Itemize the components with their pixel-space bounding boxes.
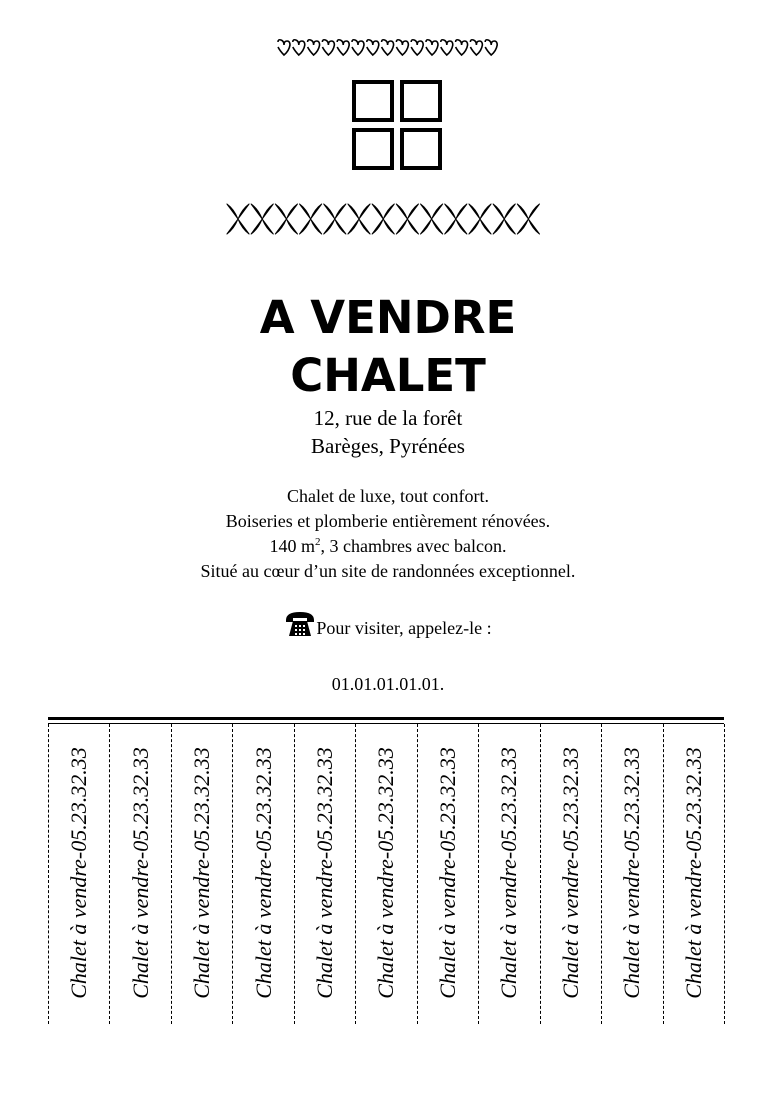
- area-value: 140 m: [269, 536, 316, 556]
- tear-off-tab[interactable]: [356, 724, 417, 1024]
- rooms-text: , 3 chambres avec balcon.: [320, 536, 507, 556]
- phone-number: 01.01.01.01.01.: [331, 674, 445, 694]
- leaf-ornament-icon: [445, 204, 467, 234]
- leaf-ornament-icon: [517, 204, 539, 234]
- telephone-icon: [284, 610, 316, 638]
- heart-ornament-icon: [278, 40, 290, 55]
- tear-off-tab[interactable]: [110, 724, 171, 1024]
- tear-off-tab[interactable]: [172, 724, 233, 1024]
- description-line-2: Boiseries et plomberie entièrement rénovées.: [225, 511, 551, 531]
- leaf-ornament-icon: [469, 204, 491, 234]
- address-town: Barèges, Pyrénées: [311, 434, 465, 458]
- tear-off-tab[interactable]: [295, 724, 356, 1024]
- tear-off-tab[interactable]: [602, 724, 663, 1024]
- leaf-ornament-icon: [300, 204, 322, 234]
- tear-off-tab[interactable]: [541, 724, 602, 1024]
- heart-ornament-icon: [411, 40, 423, 55]
- heart-ornament-icon: [396, 40, 408, 55]
- leaf-ornament-icon: [372, 204, 394, 234]
- thick-divider: [48, 717, 724, 720]
- tear-off-tab-text: Chalet à vendre-05.23.32.33: [189, 747, 215, 999]
- leaf-chain-ornament-icon: [226, 201, 550, 237]
- visit-text: Pour visiter, appelez-le :: [316, 618, 492, 638]
- leaf-ornament-icon: [324, 204, 346, 234]
- leaf-ornament-icon: [493, 204, 515, 234]
- tear-off-tab-text: Chalet à vendre-05.23.32.33: [312, 747, 338, 999]
- heart-ornament-icon: [308, 40, 320, 55]
- window-panes-icon: [352, 80, 442, 170]
- tear-off-tab-text: Chalet à vendre-05.23.32.33: [127, 747, 153, 999]
- description-line-3: [0, 534, 776, 559]
- heart-ornament-icon: [456, 40, 468, 55]
- visit-line: [0, 610, 776, 643]
- tear-off-tab[interactable]: [233, 724, 294, 1024]
- heart-ornament-icon: [367, 40, 379, 55]
- tear-off-tab-text: Chalet à vendre-05.23.32.33: [557, 747, 583, 999]
- tear-off-tab-text: Chalet à vendre-05.23.32.33: [434, 747, 460, 999]
- description-line-1: Chalet de luxe, tout confort.: [287, 486, 489, 506]
- leaf-ornament-icon: [348, 204, 370, 234]
- tear-off-tab[interactable]: [418, 724, 479, 1024]
- tear-off-tab-text: Chalet à vendre-05.23.32.33: [66, 747, 92, 999]
- heart-ornament-icon: [322, 40, 334, 55]
- tear-off-tab-text: Chalet à vendre-05.23.32.33: [250, 747, 276, 999]
- leaf-ornament-icon: [227, 204, 249, 234]
- heart-ornament-icon: [293, 40, 305, 55]
- leaf-ornament-icon: [251, 204, 273, 234]
- tear-off-tab-text: Chalet à vendre-05.23.32.33: [373, 747, 399, 999]
- heart-ornament-icon: [382, 40, 394, 55]
- heart-ornament-icon: [426, 40, 438, 55]
- heart-ornament-icon: [485, 40, 497, 55]
- title-line-2: CHALET: [290, 349, 486, 402]
- heart-ornament-icon: [441, 40, 453, 55]
- leaf-ornament-icon: [275, 204, 297, 234]
- address-street: 12, rue de la forêt: [313, 406, 463, 430]
- description-line-4: Situé au cœur d’un site de randonnées exceptionnel.: [200, 561, 576, 581]
- tear-off-tab[interactable]: [49, 724, 110, 1024]
- tear-off-tab[interactable]: [664, 724, 725, 1024]
- tear-off-tabs: [48, 724, 725, 1024]
- tear-off-tab-text: Chalet à vendre-05.23.32.33: [496, 747, 522, 999]
- area-exponent: 2: [315, 536, 321, 548]
- tear-off-tab-text: Chalet à vendre-05.23.32.33: [680, 747, 706, 999]
- heart-chain-ornament-icon: [276, 38, 500, 58]
- leaf-ornament-icon: [421, 204, 443, 234]
- heart-ornament-icon: [470, 40, 482, 55]
- title-line-1: A VENDRE: [259, 291, 517, 344]
- leaf-ornament-icon: [396, 204, 418, 234]
- tear-off-tab-text: Chalet à vendre-05.23.32.33: [619, 747, 645, 999]
- tear-off-tab[interactable]: [479, 724, 540, 1024]
- heart-ornament-icon: [337, 40, 349, 55]
- heart-ornament-icon: [352, 40, 364, 55]
